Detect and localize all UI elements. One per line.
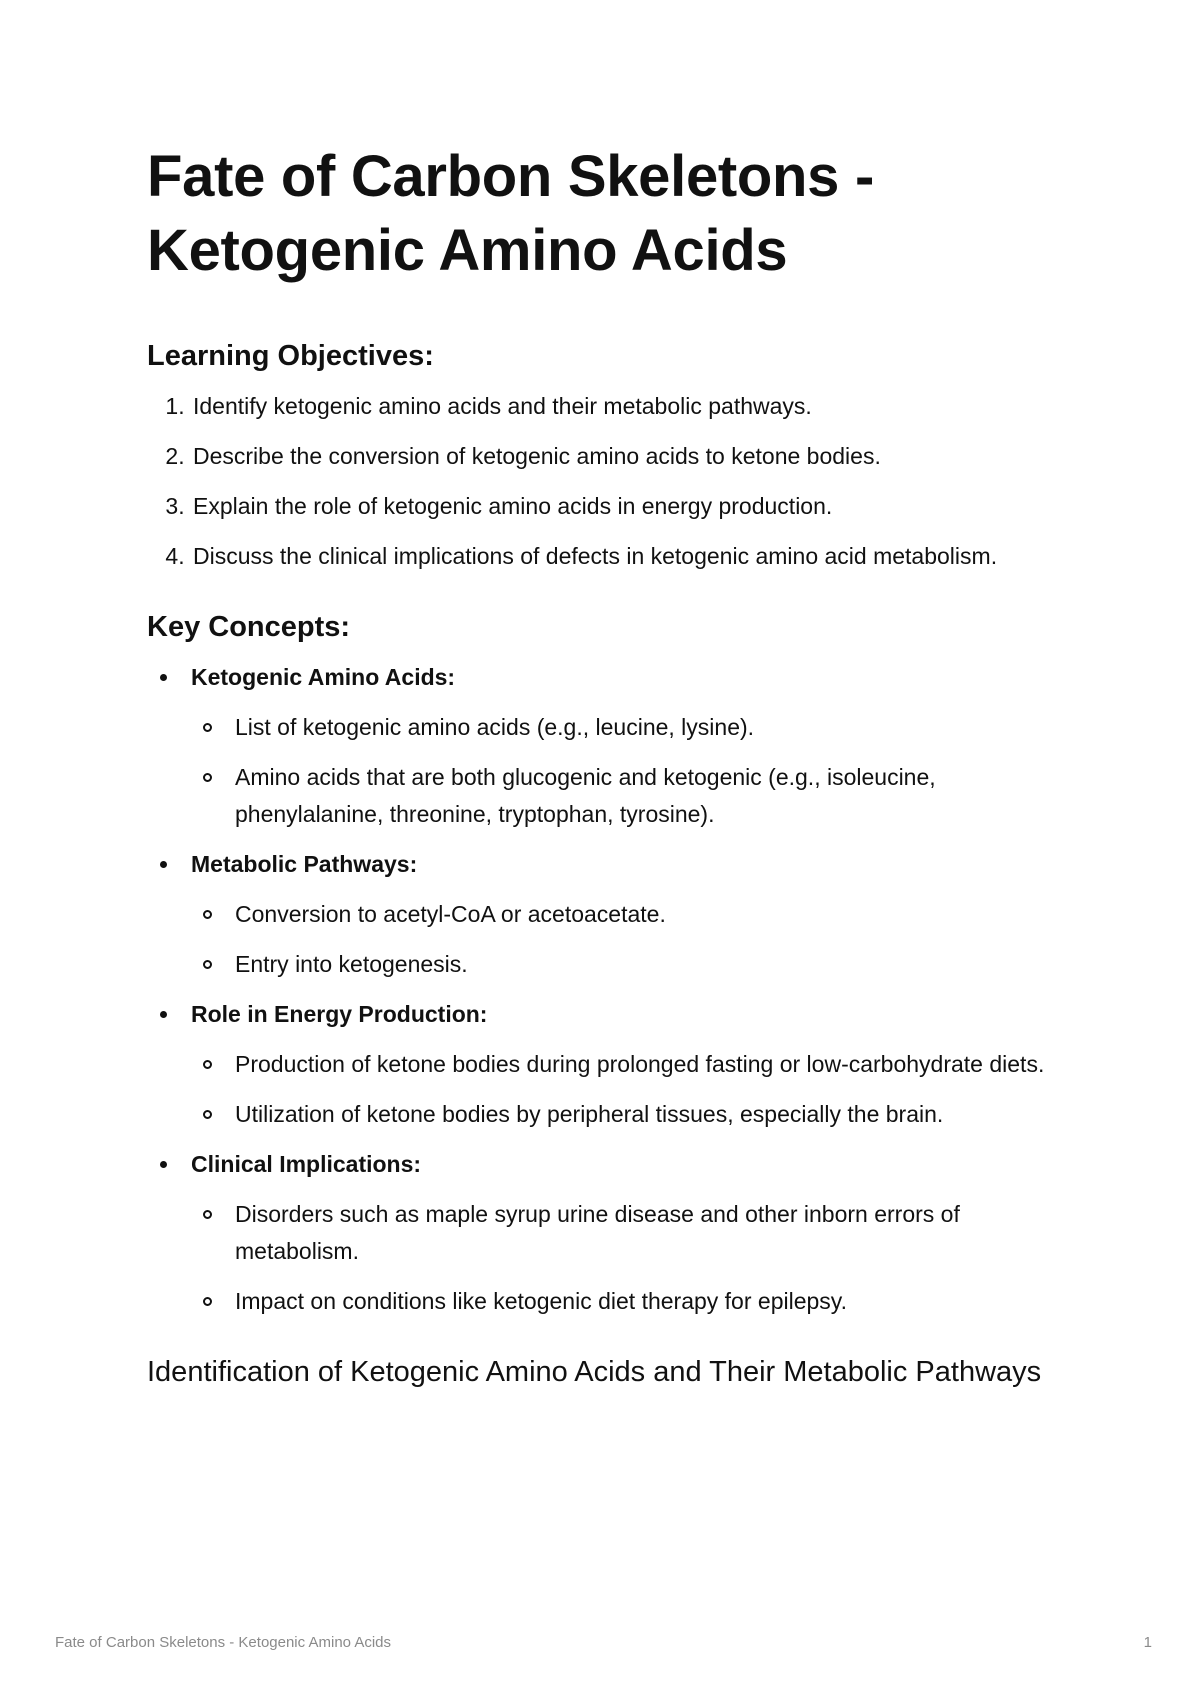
page-footer <box>55 1634 1152 1651</box>
bullet-disc-icon <box>160 861 167 868</box>
concept-subitem <box>191 1283 1077 1320</box>
concept-group <box>147 659 1077 833</box>
concept-label: Metabolic Pathways: <box>191 851 418 877</box>
bullet-circle-icon <box>203 1110 212 1119</box>
concept-subitem-text: Conversion to acetyl-CoA or acetoacetate. <box>235 901 666 927</box>
bullet-disc-icon <box>160 1011 167 1018</box>
concept-subitem-text: Impact on conditions like ketogenic diet therapy for epilepsy. <box>235 1288 847 1314</box>
bullet-circle-icon <box>203 960 212 969</box>
concept-sublist <box>191 896 1077 983</box>
concept-subitem-text: Amino acids that are both glucogenic and ketogenic (e.g., isoleucine, phenylalanine, threonine, tryptophan, tyrosine). <box>235 764 936 827</box>
learning-objectives-heading: Learning Objectives: <box>147 340 434 372</box>
concept-sublist <box>191 1196 1077 1320</box>
concept-subitem-text: List of ketogenic amino acids (e.g., leucine, lysine). <box>235 714 755 740</box>
concept-label: Role in Energy Production: <box>191 1001 488 1027</box>
learning-objectives-list <box>147 388 1077 575</box>
key-concepts-list <box>147 659 1077 1320</box>
bullet-disc-icon <box>160 674 167 681</box>
footer-title: Fate of Carbon Skeletons - Ketogenic Amino Acids <box>55 1634 392 1651</box>
bullet-circle-icon <box>203 1210 212 1219</box>
concept-label: Ketogenic Amino Acids: <box>191 664 456 690</box>
bullet-circle-icon <box>203 1060 212 1069</box>
objective-item: 4. Discuss the clinical implications of defects in ketogenic amino acid metabolism. <box>191 538 1077 575</box>
concept-subitem-text: Utilization of ketone bodies by peripheral tissues, especially the brain. <box>235 1101 944 1127</box>
bullet-circle-icon <box>203 723 212 732</box>
concept-subitem <box>191 1046 1077 1083</box>
concept-sublist <box>191 709 1077 833</box>
concept-subitem <box>191 896 1077 933</box>
concept-group <box>147 846 1077 983</box>
concept-subitem-text: Disorders such as maple syrup urine disease and other inborn errors of metabolism. <box>235 1201 960 1264</box>
objective-item: 3. Explain the role of ketogenic amino acids in energy production. <box>191 488 1077 525</box>
objective-item: 2. Describe the conversion of ketogenic amino acids to ketone bodies. <box>191 438 1077 475</box>
concept-subitem-text: Entry into ketogenesis. <box>235 951 468 977</box>
concept-label: Clinical Implications: <box>191 1151 422 1177</box>
concept-sublist <box>191 1046 1077 1133</box>
concept-subitem-text: Production of ketone bodies during prolonged fasting or low-carbohydrate diets. <box>235 1051 1045 1077</box>
bullet-circle-icon <box>203 910 212 919</box>
document-page <box>147 140 1077 1391</box>
bullet-disc-icon <box>160 1161 167 1168</box>
bullet-circle-icon <box>203 773 212 782</box>
concept-subitem <box>191 1196 1077 1270</box>
concept-subitem <box>191 709 1077 746</box>
key-concepts-heading: Key Concepts: <box>147 611 351 643</box>
concept-subitem <box>191 1096 1077 1133</box>
page-title: Fate of Carbon Skeletons - Ketogenic Amino Acids <box>147 144 874 283</box>
concept-group <box>147 996 1077 1133</box>
objective-item: 1. Identify ketogenic amino acids and their metabolic pathways. <box>191 388 1077 425</box>
concept-subitem <box>191 759 1077 833</box>
bullet-circle-icon <box>203 1297 212 1306</box>
concept-group <box>147 1146 1077 1320</box>
concept-subitem <box>191 946 1077 983</box>
section-heading: Identification of Ketogenic Amino Acids and Their Metabolic Pathways <box>147 1356 1042 1388</box>
footer-page-number: 1 <box>1143 1634 1152 1651</box>
